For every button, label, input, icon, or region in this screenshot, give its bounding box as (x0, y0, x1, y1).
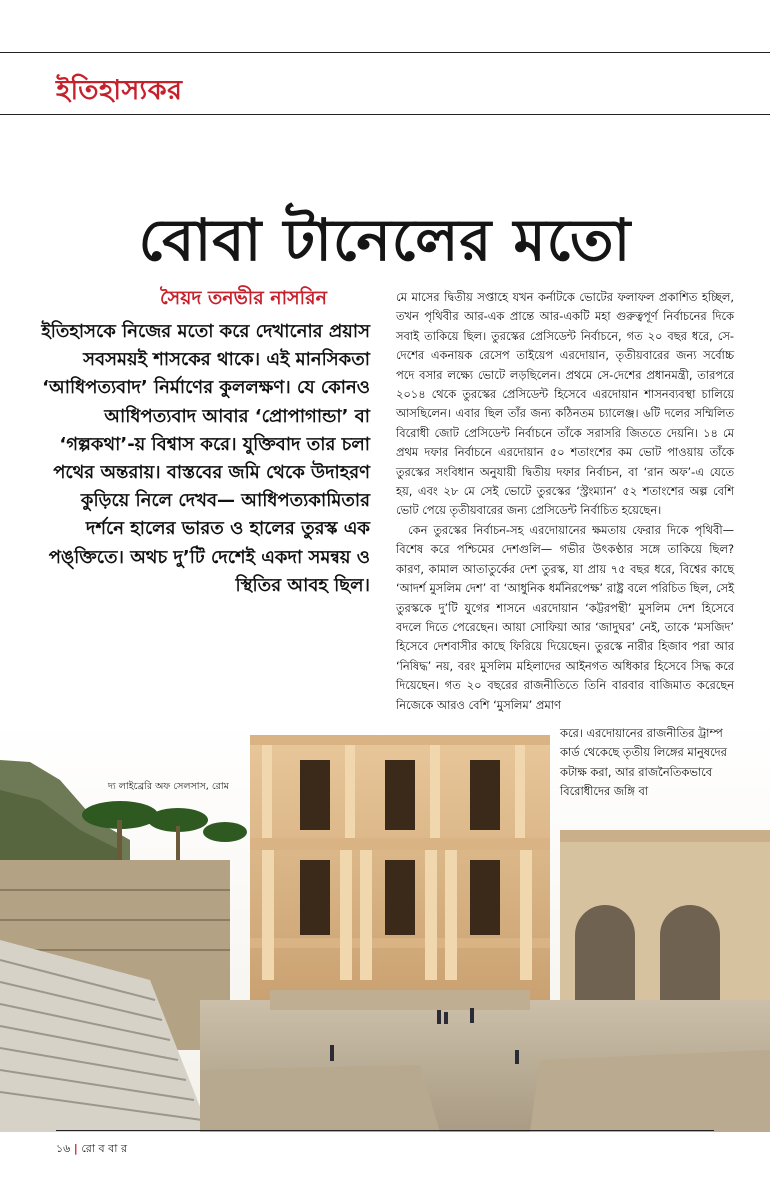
body-column (396, 288, 734, 715)
headline: বোবা টানেলের মতো (138, 206, 632, 274)
magazine-name: রো ব বা র (81, 1142, 128, 1155)
photo-caption: দ্য লাইব্রেরি অফ সেলসাস, রোম (108, 781, 229, 792)
page-number: ১৬ (56, 1142, 71, 1155)
section-rule (0, 114, 770, 115)
footer-separator: | (73, 1142, 78, 1155)
body-paragraph-continued: করে। এরদোয়ানের রাজনীতির ট্রাম্প কার্ড থেকেছে তৃতীয় লিঙ্গের মানুষদের কটাক্ষ করা, আর রাজনৈতিকভাবে বিরোধীদের জঙ্গি বা (560, 726, 727, 799)
body-paragraph: কেন তুরস্কের নির্বাচন-সহ এরদোয়ানের ক্ষমতায় ফেরার দিকে পৃথিবী— বিশেষ করে পশ্চিমের দেশগুলি— গভীর উৎকণ্ঠার সঙ্গে তাকিয়ে ছিল? কারণ, কামাল আতাতুর্কের দেশ তুরস্ক, যা প্রায় ৭৫ বছর ধরে, বিশ্বের কাছে ‘আদর্শ মুসলিম দেশ’ বা ‘আধুনিক ধর্মনিরপেক্ষ’ রাষ্ট্র বলে পরিচিত ছিল, সেই তুরস্ককে দু’টি যুগের শাসনে এরদোয়ান ‘কট্টরপন্থী’ মুসলিম দেশ হিসেবে বদলে দিতে পেরেছেন। আয়া সোফিয়া আর ‘জাদুঘর’ নেই, তাকে ‘মসজিদ’ হিসেবে দেশবাসীর কাছে ফিরিয়ে দিয়েছেন। তুরস্কে নারীর হিজাব পরা আর ‘নিষিদ্ধ’ নয়, বরং মুসলিম মহিলাদের আইনগত অধিকার হিসেবে সিদ্ধ করে দিয়েছেন। গত ২০ বছরের রাজনীতিতে তিনি বারবার বাজিমাত করেছেন নিজেকে আরও বেশি ‘মুসলিম’ প্রমাণ (396, 522, 734, 712)
body-paragraph: মে মাসের দ্বিতীয় সপ্তাহে যখন কর্নাটকে ভোটের ফলাফল প্রকাশিত হচ্ছিল, তখন পৃথিবীর আর-এক প্রান্তে আর-একটি মহা গুরুত্বপূর্ণ নির্বাচনের দিকে সবাই তাকিয়ে ছিল। তুরস্কের প্রেসিডেন্ট নির্বাচনে, গত ২০ বছর ধরে, সে-দেশের একনায়ক রেসেপ তাইয়েপ এরদোয়ান, তৃতীয়বারের জন্য সর্বোচ্চ পদে বসার লক্ষ্যে ভোটে লড়ছিলেন। প্রথমে সে-দেশের প্রধানমন্ত্রী, তারপরে ২০১৪ থেকে তুরস্কের প্রেসিডেন্ট হিসেবে এরদোয়ান শাসনব্যবস্থা চালিয়ে আসছিলেন। এবার ছিল তাঁর জন্য কঠিনতম চ্যালেঞ্জ। ৬টি দলের সম্মিলিত বিরোধী জোট প্রেসিডেন্ট নির্বাচনে তাঁকে সরাসরি জিততে দেয়নি। ১৪ মে প্রথম দফার নির্বাচনে এরদোয়ান ৫০ শতাংশের কম ভোট পাওয়ায় তাঁকে তুরস্কের সংবিধান অনুযায়ী দ্বিতীয় দফার নির্বাচন, বা ‘রান অফ’-এ যেতে হয়, এবং ২৮ মে সেই ভোটে তুরস্কের ‘স্ট্রংম্যান’ ৫২ শতাংশের অল্প বেশি ভোট পেয়ে তৃতীয়বারের জন্য প্রেসিডেন্ট নির্বাচিত হয়েছেন। (396, 290, 734, 518)
section-label: ইতিহাস্যকর (56, 75, 183, 106)
footer-rule (56, 1130, 714, 1131)
footer (56, 1140, 127, 1159)
lead-paragraph: ইতিহাসকে নিজের মতো করে দেখানোর প্রয়াস সবসময়ই শাসকের থাকে। এই মানসিকতা ‘আধিপত্যবাদ’ নির্মাণের কুললক্ষণ। যে কোনও আধিপত্যবাদ আবার ‘প্রোপাগান্ডা’ বা ‘গল্পকথা’-য় বিশ্বাস করে। যুক্তিবাদ তার চলা পথের অন্তরায়। বাস্তবের জমি থেকে উদাহরণ কুড়িয়ে নিলে দেখব— আধিপত্যকামিতার দর্শনে হালের ভারত ও হালের তুরস্ক এক পঙ্‌ক্তিতে। অথচ দু’টি দেশেই একদা সমন্বয় ও স্থিতির আবহ ছিল। (41, 321, 370, 596)
byline: সৈয়দ তনভীর নাসরিন (160, 287, 327, 309)
top-rule (0, 52, 770, 53)
